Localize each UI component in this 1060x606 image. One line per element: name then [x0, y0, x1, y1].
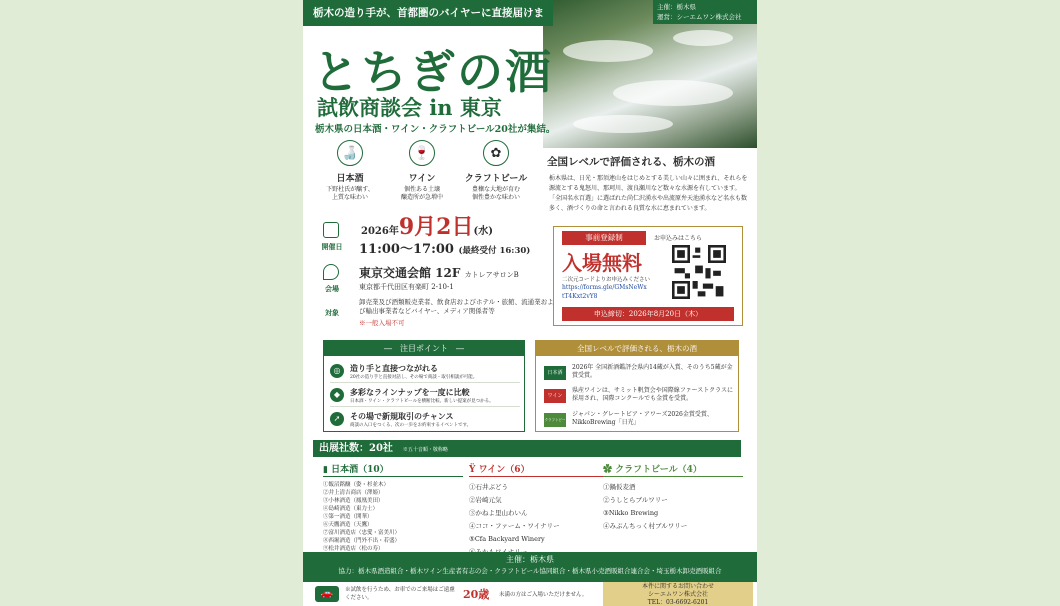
highlight-item: ➚ その場で新規取引のチャンス 商談の入口をつくる、次の一歩をお約束するイベントです。 — [330, 409, 520, 431]
age-limit: 20歳 — [463, 588, 490, 601]
organizer-host: 主催：栃木県 — [657, 3, 696, 11]
beer-column-heading: ✿ クラフトビール（4） — [603, 462, 743, 477]
category-name: クラフトビール — [464, 174, 528, 184]
calendar-icon — [323, 222, 339, 238]
category-beer — [461, 140, 531, 202]
beer-list — [603, 481, 743, 533]
bottom-notice — [303, 582, 757, 606]
registration-box — [553, 226, 743, 326]
age-limit-text: 未満の方はご入場いただけません。 — [499, 592, 588, 598]
exhibitor-item: ⑤Cfa Backyard Winery — [469, 535, 545, 543]
registration-link[interactable]: https://forms.gle/GMsNeWxtT4Kxt2vY8 — [562, 284, 647, 300]
highlight-item: ◎ 造り手と直接つながれる 20社の造り手と直接対話し、その場で商談・取引相談が可能。 — [330, 361, 520, 383]
page-subtitle: 試飲商談会 in 東京 — [317, 95, 502, 120]
car-icon: 🚗 — [315, 586, 339, 602]
tagline: 栃木県の日本酒・ワイン・クラフトビール20社が集結。 — [315, 124, 556, 135]
award-item: クラフトビール ジャパン・グレートビア・アワーズ2026金賞受賞、NikkoBrewing「日光」 — [544, 411, 713, 436]
highlights-heading: ― 注目ポイント ― — [324, 341, 524, 356]
registration-label: 事前登録制 — [562, 231, 646, 245]
sake-bottle-icon: ▮ — [323, 465, 328, 475]
event-time: 11:00〜17:00 (最終受付 16:30) — [359, 242, 531, 257]
wine-column-heading: Ÿ ワイン（6） — [469, 462, 609, 477]
beer-exhibitors — [603, 462, 743, 533]
event-date: 2026年9月2日(水) — [361, 214, 493, 240]
target-label: 対象 — [325, 308, 339, 317]
exhibitor-item: ②うしとらブルワリー — [603, 496, 668, 504]
exhibitor-item: ⑤第一酒造（開華） — [323, 514, 373, 520]
wine-exhibitors — [469, 462, 609, 559]
footer-cooperation: 協力：栃木県酒造組合・栃木ワイン生産者有志の会・クラフトビール協同組合・栃木県小売酒販組合連合会・埼玉栃木卸売酒販組合 — [338, 567, 722, 575]
footer — [303, 552, 757, 582]
sake-bottle-icon: 🍶 — [337, 140, 363, 166]
organizer-box — [653, 0, 757, 24]
no-driving-note: ※試飲を行うため、お車でのご来場はご遠慮ください。 — [345, 587, 455, 601]
category-wine — [387, 140, 457, 202]
category-name: ワイン — [408, 174, 436, 184]
awards-box — [535, 340, 739, 436]
page-title: とちぎの酒 — [313, 45, 553, 99]
location-pin-icon — [323, 264, 339, 280]
event-address: 東京都千代田区有楽町 2-10-1 — [359, 283, 454, 291]
registration-deadline: 申込締切：2026年8月20日（木） — [562, 307, 734, 321]
exhibitor-item: ④島崎酒造（東力士） — [323, 506, 379, 512]
venue-label: 会場 — [325, 284, 339, 293]
exhibitor-item: ①鍋仮麦酒 — [603, 483, 636, 491]
exhibitor-item: ⑦富川酒造店（忠愛・富美川） — [323, 530, 401, 536]
bottles-icon: ◆ — [330, 388, 344, 402]
registration-from-here: お申込みはこちら — [654, 235, 703, 242]
category-name: 日本酒 — [336, 174, 364, 184]
hops-icon: ✿ — [483, 140, 509, 166]
event-target: 卸売業及び酒類販売業者、飲食店およびホテル・旅館、流通業および輸出事業者などバイヤー、メディア関係者等 — [359, 298, 554, 315]
qr-code[interactable] — [672, 245, 726, 299]
exhibitor-item: ④ココ・ファーム・ワイナリー — [469, 522, 560, 530]
event-venue: 東京交通会館 12F カトレアサロンB — [359, 266, 519, 280]
hops-icon: ✿ — [603, 465, 613, 475]
date-label: 開催日 — [321, 242, 343, 251]
top-banner: 栃木の造り手が、首都圏のバイヤーに直接届けます。 — [303, 0, 553, 26]
category-desc: 個性ある土壌 醸造所が急増中 — [400, 186, 443, 201]
wine-list — [469, 481, 609, 559]
event-flyer — [303, 0, 757, 606]
exhibitor-item: ③Nikko Brewing — [603, 509, 659, 517]
exhibitor-item: ③かねよ里山わいん — [469, 509, 528, 517]
award-item: 日本酒 2026年 全国新酒鑑評会県内14蔵が入賞、そのうち5蔵が金賞受賞。 — [544, 363, 734, 385]
handshake-icon: ◎ — [330, 364, 344, 378]
arrow-up-icon: ➚ — [330, 412, 344, 426]
contact-box: 本件に関するお問い合わせ シーエムワン株式会社 TEL：03-6692-6201 — [603, 582, 753, 606]
exhibitor-item: ⑧西堀酒造（門外不出・若盛） — [323, 538, 401, 544]
highlight-item: ◆ 多彩なラインナップを一度に比較 日本酒・ワイン・クラフトビールを横断比較。新しい提案が見つかる。 — [330, 385, 520, 407]
awards-heading: 全国レベルで評価される、栃木の酒 — [536, 341, 738, 356]
exhibitor-item: ①石井ぶどう — [469, 483, 508, 491]
award-item: ワイン 県産ワインは、サミット帆賀会や国際線ファーストクラスに採用され、国際コンクールでも金賞を受賞。 — [544, 386, 734, 408]
category-desc: 豊穣な大地が育む 個性豊かな味わい — [471, 186, 520, 201]
sake-exhibitors — [323, 462, 463, 561]
exhibitor-item: ①飯沼銘醸（姿・杉並木） — [323, 482, 390, 488]
evaluation-heading: 全国レベルで評価される、栃木の酒 — [547, 156, 715, 168]
qr-note: 二次元コードよりお申込みください — [562, 277, 651, 283]
sake-column-heading: ▮ 日本酒（10） — [323, 462, 463, 477]
exhibitor-item: ②岩崎元気 — [469, 496, 502, 504]
exhibitor-item: ②井上清吉商店（澤姫） — [323, 490, 384, 496]
exhibitor-item: ④みぶんちっく村ブルワリー — [603, 522, 688, 530]
category-desc: 下野杜氏が醸す、 上質な味わい — [326, 186, 374, 201]
wine-glass-icon: 🍷 — [409, 140, 435, 166]
organizer-operator: 運営：シーエムワン株式会社 — [657, 13, 742, 21]
sake-list — [323, 481, 463, 561]
evaluation-body: 栃木県は、日光・那須連山をはじめとする美しい山々に囲まれ、それらを源流とする鬼怒川、那珂川、渡良瀬川など数々な水源を有しています。「全国名水百選」に選ばれた尚仁沢湧水や出流原弁天池湧水など名水も数多く、酒づくりの命と言われる良質な水に恵まれています。 — [549, 175, 748, 212]
category-sake — [315, 140, 385, 202]
exhibitor-item: ⑥天鷹酒造（天鷹） — [323, 522, 373, 528]
wine-glass-icon: Ÿ — [469, 465, 476, 475]
target-note: ※一般入場不可 — [359, 319, 405, 327]
highlights-box — [323, 340, 525, 432]
free-admission: 入場無料 — [562, 251, 642, 275]
footer-host: 主催：栃木県 — [506, 555, 554, 564]
exhibitor-item: ⑨松井酒造店（松の寿） — [323, 546, 384, 552]
exhibitor-count-bar: 出展社数：20社 ※五十音順・敬称略 — [313, 440, 741, 457]
exhibitor-item: ③小林酒造（鳳凰美田） — [323, 498, 384, 504]
